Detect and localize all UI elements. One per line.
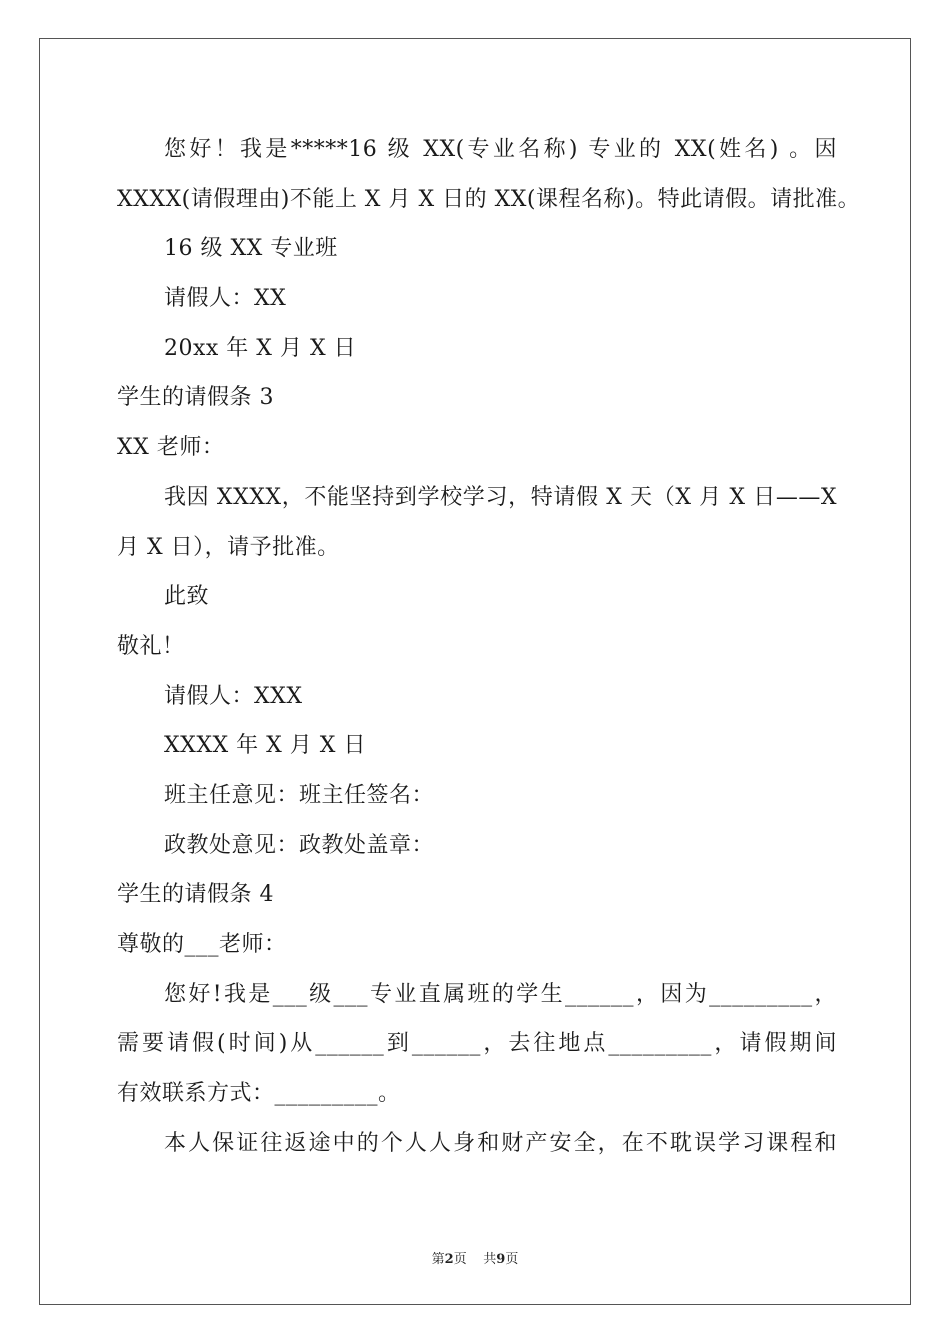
- date-line: XXXX 年 X 月 X 日: [164, 733, 366, 759]
- date-line: 20xx 年 X 月 X 日: [164, 335, 357, 361]
- applicant-line: 请假人：XXX: [164, 683, 303, 709]
- page-total: 9: [496, 1252, 506, 1267]
- class-name-line: 16 级 XX 专业班: [164, 236, 338, 262]
- salutation-line: XX 老师：: [117, 435, 225, 461]
- closing-line: 敬礼！: [117, 633, 185, 659]
- body-line: 您好!我是___级___专业直属班的学生______，因为_________，: [164, 981, 837, 1007]
- document-body: [117, 125, 861, 1168]
- page-suffix: 页: [453, 1252, 467, 1267]
- body-line: 本人保证往返途中的个人人身和财产安全，在不耽误学习课程和: [164, 1130, 837, 1156]
- body-line: 您好！我是*****16 级 XX(专业名称) 专业的 XX(姓名) 。因: [164, 137, 837, 162]
- teacher-opinion-line: 班主任意见：班主任签名：: [164, 782, 435, 808]
- body-line: 我因 XXXX，不能坚持到学校学习，特请假 X 天（X 月 X 日——X: [164, 484, 837, 510]
- body-line: 月 X 日），请予批准。: [117, 534, 340, 560]
- page-current: 2: [444, 1252, 454, 1267]
- applicant-line: 请假人：XX: [164, 286, 287, 312]
- page-footer: [0, 1248, 950, 1267]
- closing-line: 此致: [164, 584, 210, 610]
- total-prefix: 共: [483, 1252, 497, 1267]
- body-line: 需要请假(时间)从______到______，去往地点_________，请假期间: [117, 1031, 837, 1057]
- total-suffix: 页: [505, 1252, 519, 1267]
- office-opinion-line: 政教处意见：政教处盖章：: [164, 832, 435, 858]
- page-prefix: 第: [431, 1252, 445, 1267]
- body-line: XXXX(请假理由)不能上 X 月 X 日的 XX(课程名称)。特此请假。请批准。: [117, 186, 861, 212]
- salutation-line: 尊敬的___老师：: [117, 932, 287, 957]
- body-line: 有效联系方式：_________。: [117, 1081, 401, 1107]
- section-heading: 学生的请假条 4: [117, 882, 274, 908]
- section-heading: 学生的请假条 3: [117, 385, 274, 411]
